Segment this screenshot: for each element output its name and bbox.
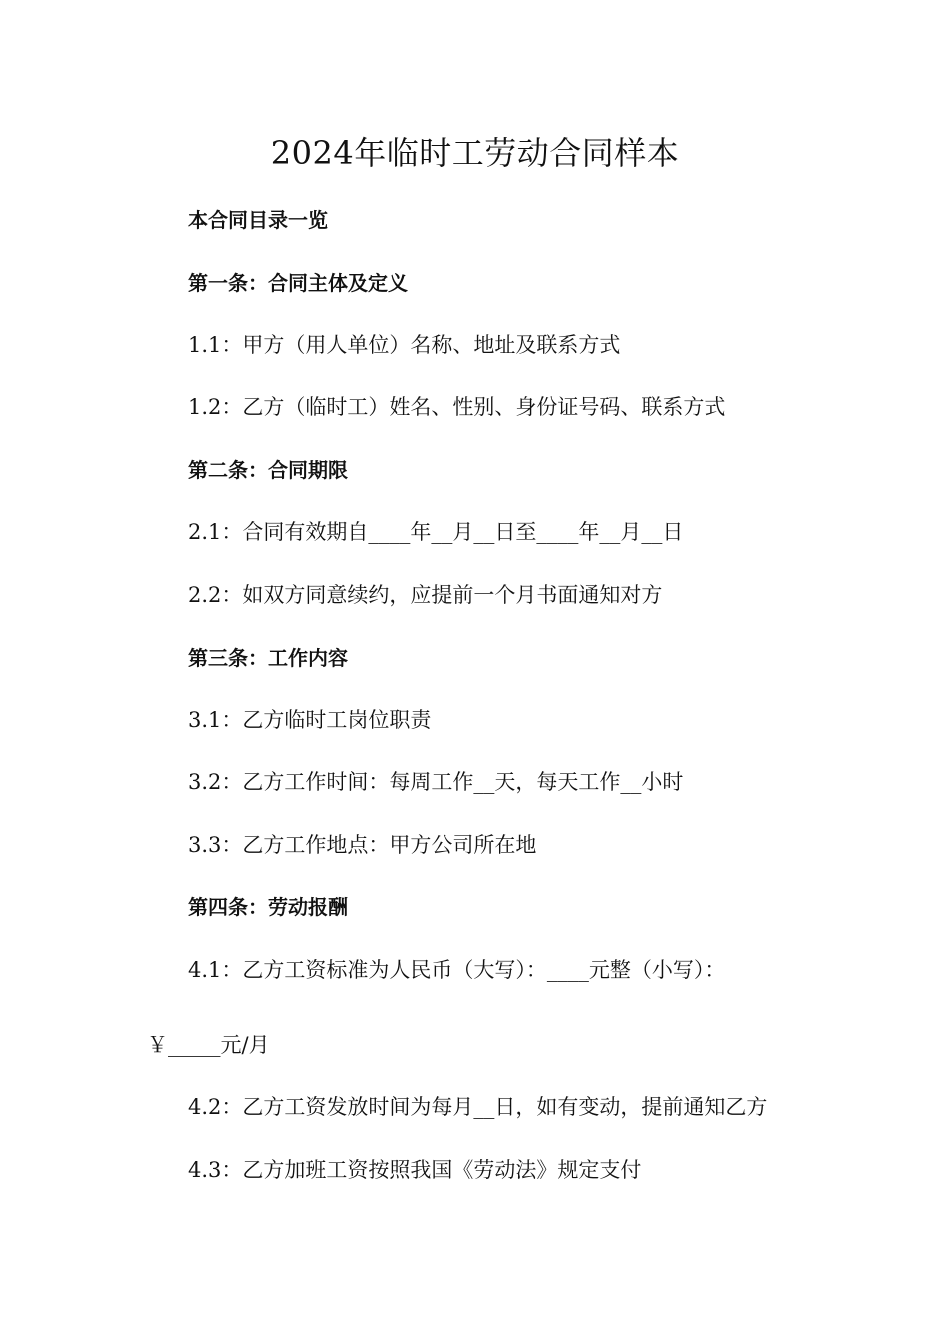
clause-4-1: 4.1：乙方工资标准为人民币（大写）：____元整（小写）：: [188, 958, 726, 982]
article-1-heading: 第一条：合同主体及定义: [188, 271, 408, 295]
article-4-heading: 第四条：劳动报酬: [188, 895, 348, 919]
clause-1-2: 1.2：乙方（临时工）姓名、性别、身份证号码、联系方式: [188, 395, 726, 419]
article-2-heading: 第二条：合同期限: [188, 458, 348, 482]
clause-3-3: 3.3：乙方工作地点：甲方公司所在地: [188, 833, 537, 857]
clause-3-1: 3.1：乙方临时工岗位职责: [188, 708, 432, 732]
clause-2-1: 2.1：合同有效期自____年__月__日至____年__月__日: [188, 520, 684, 544]
clause-3-2: 3.2：乙方工作时间：每周工作__天，每天工作__小时: [188, 770, 684, 794]
clause-2-2: 2.2：如双方同意续约，应提前一个月书面通知对方: [188, 583, 663, 607]
document-title: 2024年临时工劳动合同样本: [270, 134, 680, 172]
clause-4-1-continuation: ￥_____元/月: [147, 1033, 270, 1057]
toc-heading: 本合同目录一览: [188, 208, 328, 232]
article-3-heading: 第三条：工作内容: [188, 646, 348, 670]
clause-4-3: 4.3：乙方加班工资按照我国《劳动法》规定支付: [188, 1158, 642, 1182]
clause-1-1: 1.1：甲方（用人单位）名称、地址及联系方式: [188, 333, 621, 357]
clause-4-2: 4.2：乙方工资发放时间为每月__日，如有变动，提前通知乙方: [188, 1095, 768, 1119]
